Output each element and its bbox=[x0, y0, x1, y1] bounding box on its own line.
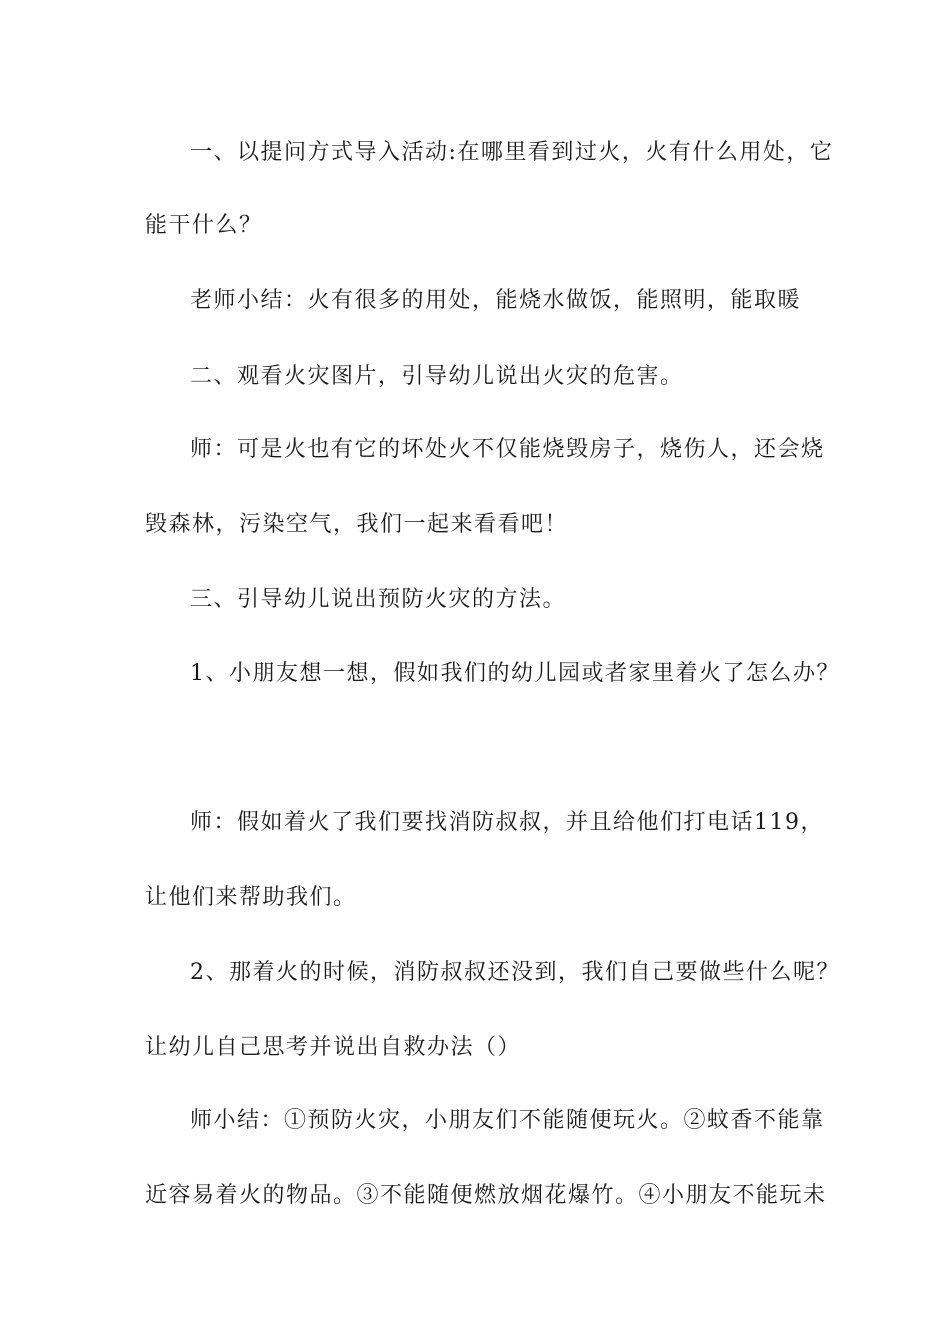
paragraph-line-8: 1、小朋友想一想，假如我们的幼儿园或者家里着火了怎么办？ bbox=[190, 661, 840, 686]
paragraph-line-11: 2、那着火的时候，消防叔叔还没到，我们自己要做些什么呢？ bbox=[190, 960, 840, 985]
paragraph-line-14: 近容易着火的物品。③不能随便燃放烟花爆竹。④小朋友不能玩未 bbox=[145, 1183, 827, 1208]
paragraph-line-4: 二、观看火灾图片，引导幼儿说出火灾的危害。 bbox=[190, 364, 684, 389]
paragraph-line-10: 让他们来帮助我们。 bbox=[145, 885, 357, 910]
paragraph-line-3: 老师小结：火有很多的用处，能烧水做饭，能照明，能取暖 bbox=[190, 288, 802, 313]
paragraph-line-2: 能干什么？ bbox=[145, 213, 263, 238]
paragraph-line-6: 毁森林，污染空气，我们一起来看看吧！ bbox=[145, 512, 569, 537]
paragraph-line-1: 一、以提问方式导入活动:在哪里看到过火，火有什么用处，它 bbox=[190, 140, 834, 165]
paragraph-line-9: 师：假如着火了我们要找消防叔叔，并且给他们打电话119， bbox=[190, 810, 824, 835]
paragraph-line-7: 三、引导幼儿说出预防火灾的方法。 bbox=[190, 587, 567, 612]
paragraph-line-13: 师小结：①预防火灾，小朋友们不能随便玩火。②蚊香不能靠 bbox=[190, 1108, 825, 1133]
paragraph-line-12: 让幼儿自己思考并说出自救办法（） bbox=[145, 1035, 522, 1060]
paragraph-line-5: 师：可是火也有它的坏处火不仅能烧毁房子，烧伤人，还会烧 bbox=[190, 437, 825, 462]
